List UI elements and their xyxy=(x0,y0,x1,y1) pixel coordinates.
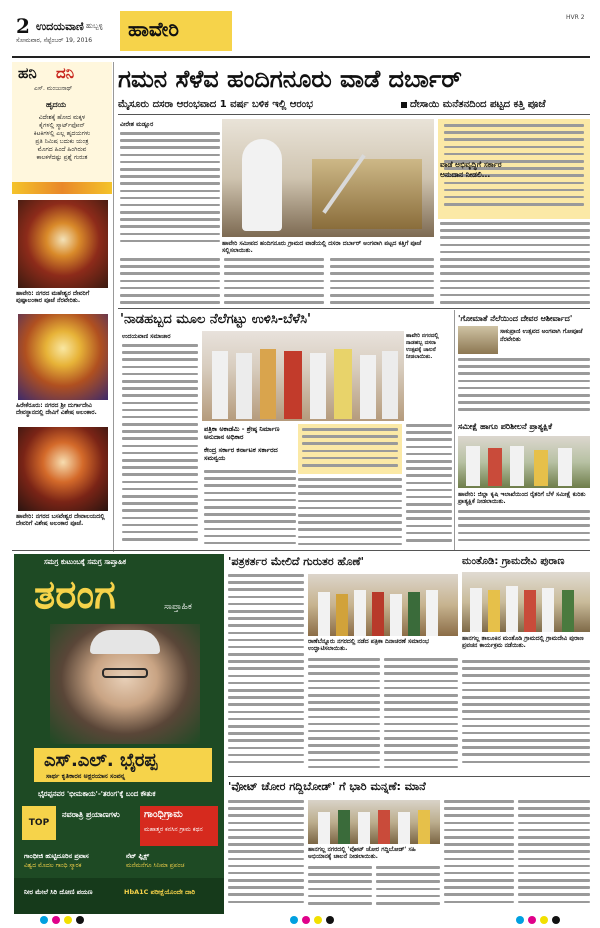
person xyxy=(466,446,480,486)
taranga-logo-sub: ಸಾಪ್ತಾಹಿಕ xyxy=(164,602,192,612)
person xyxy=(310,353,326,419)
priest-figure xyxy=(242,139,282,231)
person xyxy=(510,446,524,486)
story-four-photo xyxy=(462,572,590,632)
person xyxy=(354,590,366,636)
story-three-photo xyxy=(308,574,458,636)
person xyxy=(488,448,502,486)
reg-dot xyxy=(314,916,322,924)
person xyxy=(260,349,276,419)
hair xyxy=(90,630,160,654)
person xyxy=(372,592,384,636)
survey-photo xyxy=(458,436,590,488)
right-story-subtitle: ಸಾಕುಪ್ರಾಣಿ ಉತ್ಸವದ ಅಂಗವಾಗಿ ಗೋಪೂಜೆ ನೆರವೇರಿತು xyxy=(500,328,583,343)
inset-text xyxy=(302,428,398,472)
center-right-divider xyxy=(454,310,455,550)
deity-caption-2: ಹಿರೇಕೆರೂರು: ನಗರದ ಶ್ರೀ ದುರ್ಗಾದೇವಿ ದೇವಸ್ಥಾನದಲ್ಲಿ ದೇವಿಗೆ ವಿಶೇಷ ಅಲಂಕಾರ. xyxy=(16,402,97,416)
person xyxy=(408,592,420,636)
poem-line: ಮೊಗದ ಹಿಂದೆ ಹಿಂಗಿರುವ xyxy=(37,146,87,153)
lower-rule xyxy=(228,776,590,777)
cow-photo xyxy=(458,326,498,354)
person xyxy=(470,588,482,632)
taranga-tagline: ಸಮಗ್ರ ಕುಟುಂಬಕ್ಕೆ ಸಮಗ್ರ ಸಾಪ್ತಾಹಿಕ xyxy=(44,558,127,566)
person xyxy=(336,594,348,636)
person xyxy=(338,810,350,844)
reg-dot xyxy=(302,916,310,924)
issue-date: ಸೋಮವಾರ, ಸೆಪ್ಟೆಂಬರ್ 19, 2016 xyxy=(16,37,93,44)
person xyxy=(236,353,252,419)
masthead xyxy=(0,0,600,62)
person xyxy=(426,590,438,636)
callout-title: ವಾಡೆ ಅಭಿವೃದ್ಧಿಗೆ ಸರ್ಕಾರ ಅನುದಾನ ನೀಡಲಿ... xyxy=(440,160,502,179)
reg-dot xyxy=(64,916,72,924)
lead-body-col-3 xyxy=(224,258,324,308)
story-three-headline: 'ಪತ್ರಕರ್ತರ ಮೇಲಿದೆ ಗುರುತರ ಹೊಣೆ' xyxy=(228,555,364,568)
poem-line: ವಿದೇಶಕ್ಕೆ ಹೋದ ಮಕ್ಕಳ xyxy=(38,114,86,121)
lead-photo xyxy=(222,119,434,237)
story-two-headline: 'ನಾಡಹಬ್ಬದ ಮೂಲ ನೆಲೆಗಟ್ಟು ಉಳಿಸಿ-ಬೆಳೆಸಿ' xyxy=(120,312,311,327)
person xyxy=(534,450,548,486)
reg-dot xyxy=(52,916,60,924)
altar xyxy=(312,159,422,229)
story-two-bullet-b: ಕೇಂದ್ರ ಸರ್ಕಾರ ಕರ್ನಾಟಕ ಸರ್ಕಾರದ ಸಮನ್ವಯ xyxy=(204,446,278,462)
reg-dot xyxy=(528,916,536,924)
color-registration-strip xyxy=(40,916,560,924)
poem-line: ಕೈಗಳಲ್ಲಿ ಸ್ಮಾರ್ಟ್‌ಫೋನ್ xyxy=(39,122,85,129)
poem-line: ಕಿಟಕಿಗಳಲ್ಲಿ ಎಲ್ಲ ಹೃದಯಗಳು xyxy=(33,130,91,137)
section-title: ಹಾವೇರಿ xyxy=(128,17,179,41)
right-story-headline: 'ಗೋಮಾತೆ ನೆಲೆಯಿಂದ ದೇವರ ಆಶೀರ್ವಾದ' xyxy=(458,314,573,323)
story-two-body-4 xyxy=(406,424,452,550)
story-two-inset xyxy=(298,424,402,474)
taranga-logo: ತರಂಗ xyxy=(34,572,116,618)
person xyxy=(418,810,430,844)
story-three-body-2 xyxy=(308,658,380,774)
lead-body-col-4 xyxy=(330,258,434,308)
story-two-side-caption: ಹಾವೇರಿ ನಗರದಲ್ಲಿ ನಾಡಹಬ್ಬ ದಸರಾ ಉತ್ಸವಕ್ಕೆ ಚಾಲನೆ ನೀಡಲಾಯಿತು. xyxy=(406,333,439,360)
hani-dani-author: ಎಸ್. ಮಂಜುನಾಥ್ xyxy=(34,85,73,92)
flower-decoration xyxy=(12,182,112,194)
person xyxy=(398,812,410,844)
deity-photo-3 xyxy=(18,427,108,511)
gandhigrama-title: ಗಾಂಧಿಗ್ರಾಮ xyxy=(144,809,183,820)
story-five-body-1 xyxy=(228,800,304,912)
poem-line: ಪ್ರತಿ ನಿಮಿಷ ಬದುಕು ಯಂತ್ರ xyxy=(35,138,89,145)
taranga-ad[interactable] xyxy=(14,554,224,914)
story-four-caption: ಹಾನಗಲ್ಲ ತಾಲೂಕಿನ ಮಂತೊಡಿ ಗ್ರಾಮದಲ್ಲಿ ಗ್ರಾಮದೇವಿ ಪುರಾಣ ಪ್ರವಚನ ಕಾರ್ಯಕ್ರಮ ನಡೆಯಿತು. xyxy=(462,635,584,649)
lead-rule xyxy=(118,114,590,115)
reg-dot xyxy=(326,916,334,924)
lead-bottom-rule xyxy=(118,308,590,309)
story-four-body xyxy=(462,660,590,774)
story-two-byline: ಉದಯವಾಣಿ ಸಮಾಚಾರ xyxy=(122,333,171,340)
lead-body-col-2 xyxy=(120,258,220,308)
survey-caption: ಹಾವೇರಿ: ಜಿಲ್ಲಾ ಕೃಷಿ ಇಲಾಖೆಯಿಂದ ರೈತರಿಗೆ ಬೆಳೆ ಸಮೀಕ್ಷೆ ಕುರಿತು ಪ್ರಾತ್ಯಕ್ಷಿಕೆ ನೀಡಲಾಯಿತು. xyxy=(458,491,586,505)
story-four-headline: ಮಂತೊಡಿ: ಗ್ರಾಮದೇವಿ ಪುರಾಣ xyxy=(462,556,565,567)
person xyxy=(488,590,500,632)
story-two-body-3 xyxy=(298,478,402,550)
feature-line-e: ನೀರ ಮೇಲೆ ಸಿರಿ ದೋಣಿ ಪಯಣ xyxy=(24,888,93,896)
story-five-caption: ಹಾನಗಲ್ಲ ನಗರದಲ್ಲಿ 'ವೋಟ್ ಚೋರ ಗದ್ದಿಬೋಡ್' ಸಹಿ ಅಭಿಯಾನಕ್ಕೆ ಚಾಲನೆ ನೀಡಲಾಯಿತು. xyxy=(308,846,416,860)
poem-line: ಕಾಲಕಳೆದಷ್ಟು ಪ್ರಶ್ನೆ ಗುರುತ xyxy=(36,154,88,161)
reg-dot xyxy=(290,916,298,924)
lead-headline: ಗಮನ ಸೆಳೆವ ಹಂದಿಗನೂರು ವಾಡೆ ದರ್ಬಾರ್ xyxy=(118,65,462,93)
survey-headline: ಸಮೀಕ್ಷೆ ಹಾಗೂ ಪರಿಶೀಲನೆ ಪ್ರಾತ್ಯಕ್ಷಿಕೆ xyxy=(458,422,553,431)
survey-body xyxy=(458,510,590,550)
poem-title: ಹೃದಯ xyxy=(46,100,67,109)
person xyxy=(318,812,330,844)
person xyxy=(524,590,536,632)
person xyxy=(284,351,302,419)
left-column-divider xyxy=(113,62,114,552)
person xyxy=(318,592,330,636)
poem-lines xyxy=(16,114,108,178)
reg-dot xyxy=(40,916,48,924)
feature-line-b: ನವರಾತ್ರಿ ಪ್ರಯಾಣಗಳು xyxy=(62,810,120,819)
person xyxy=(506,586,518,632)
story-two-bullet-a: ಪತ್ರಿಕಾ ಅಕಾಡೆಮಿ - ಶ್ರೇಷ್ಠ ನಿರ್ಮಾಣ ಅನುದಾನ ಅಧಿಕಾರ xyxy=(204,425,280,441)
paper-suffix: ಹುಬ್ಬಳ್ಳಿ xyxy=(86,22,103,30)
story-five-headline: 'ವೋಟ್ ಚೋರ ಗದ್ದಿಬೋಡ್' ಗೆ ಭಾರಿ ಮನ್ನಣೆ: ಮಾನೆ xyxy=(228,780,426,793)
person xyxy=(360,355,376,419)
feature-line-f: HbA1C ಪರೀಕ್ಷೆಯೊಂದೇ ದಾರಿ xyxy=(124,888,196,896)
featured-name-sub: ಸಾರ್ಥ ಕೃತಿಕಾರನ ಅಕ್ಷರಯಾನ ಸಂಪನ್ನ xyxy=(46,772,126,780)
story-two-body-2 xyxy=(204,470,296,550)
story-three-body-1 xyxy=(228,574,304,774)
top-badge: TOP xyxy=(22,806,56,840)
person xyxy=(542,588,554,632)
reg-dot xyxy=(552,916,560,924)
story-five-photo xyxy=(308,800,440,844)
story-two-body-1 xyxy=(122,344,198,549)
feature-line-d2: ಮನೆಮನೆಗೂ ಸಿನಿಮಾ ಪ್ರಪಂಚ xyxy=(126,862,185,869)
hani-dani-title-2: ದನಿ xyxy=(56,64,75,82)
story-three-body-3 xyxy=(384,658,458,774)
person xyxy=(334,349,352,419)
deity-photo-2 xyxy=(18,314,108,400)
story-five-body-5 xyxy=(518,800,590,912)
hani-dani-title-1: ಹನಿ xyxy=(18,64,37,82)
reg-dot xyxy=(540,916,548,924)
masthead-rule xyxy=(12,56,590,58)
page-code: HVR 2 xyxy=(566,14,585,21)
glasses xyxy=(102,668,148,678)
person xyxy=(562,590,574,632)
person xyxy=(358,812,370,844)
reg-dot xyxy=(516,916,524,924)
page-number: 2 xyxy=(16,14,30,38)
portrait-photo xyxy=(50,624,200,744)
feature-line-c2: ವಿಶ್ವದ ಮೊದಲ ಗಾಂಧಿ ಸ್ಮಾರಕ xyxy=(24,862,82,869)
feature-line-c: ಗಾಂಧೀಜಿ ಹುಟ್ಟಿದೂರಿನ ಪ್ರವಾಸ xyxy=(24,852,89,860)
feature-line-d: ನೆಟ್ ಫ್ಲಿಕ್ಸ್ xyxy=(126,852,150,860)
gandhigrama-sub: ಮಹಾತ್ಮರ ಕನಸಿನ ಗ್ರಾಮ ಕಥನ xyxy=(144,826,203,833)
lead-photo-caption: ಹಾವೇರಿ ಸಮೀಪದ ಹಂದಿಗನೂರು ಗ್ರಾಮದ ವಾಡೆಯಲ್ಲಿ ದಸರಾ ದರ್ಬಾರ್ ಅಂಗವಾಗಿ ಪಟ್ಟದ ಕತ್ತಿಗೆ ಪೂಜೆ ಸಲ್ಲಿಸಲಾಯಿತು. xyxy=(222,240,422,254)
story-five-body-4 xyxy=(444,800,514,912)
lead-body-col-5 xyxy=(440,222,590,308)
deity-photo-1 xyxy=(18,200,108,288)
deity-caption-1: ಹಾವೇರಿ: ನಗರದ ಮಹೇಶ್ವರ ದೇವರಿಗೆ ಪುಷ್ಪಾಲಂಕಾರ ಪೂಜೆ ನೆರವೇರಿತು. xyxy=(16,290,90,304)
person xyxy=(558,448,572,486)
person xyxy=(382,351,398,419)
featured-name: ಎಸ್.ಎಲ್. ಭೈರಪ್ಪ xyxy=(44,750,158,771)
lead-byline: ವೀರೇಶ ಮಡ್ಲೂರ xyxy=(120,121,154,128)
story-five-body-2 xyxy=(308,866,372,912)
person xyxy=(378,810,390,844)
person xyxy=(212,351,228,419)
paper-name: ಉದಯವಾಣಿ xyxy=(36,20,84,33)
lead-subheadline-a: ಮೈಸೂರು ದಸರಾ ಆರಂಭವಾದ 1 ವರ್ಷ ಬಳಿಕ ಇಲ್ಲಿ ಆರಂಭ xyxy=(118,99,313,110)
story-five-body-3 xyxy=(376,866,440,912)
deity-caption-3: ಹಾವೇರಿ: ನಗರದ ಬಸವೇಶ್ವರ ದೇವಾಲಯದಲ್ಲಿ ದೇವರಿಗೆ ವಿಶೇಷ ಅಲಂಕಾರ ಪೂಜೆ. xyxy=(16,513,105,527)
lead-body-col-1 xyxy=(120,132,220,252)
story-two-photo xyxy=(202,331,404,421)
mid-rule xyxy=(12,550,590,551)
right-story-body xyxy=(458,358,590,418)
reg-dot xyxy=(76,916,84,924)
story-three-caption: ರಾಣೆಬೆನ್ನೂರು ನಗರದಲ್ಲಿ ನಡೆದ ಪತ್ರಿಕಾ ದಿನಾಚರಣೆ ಸಮಾರಂಭ ಉದ್ಘಾಟಿಸಲಾಯಿತು. xyxy=(308,638,429,652)
bullet-square xyxy=(401,102,407,108)
feature-line-a: ಭೈರಪ್ಪನವರ 'ಭೀಮಕಾಯ'-'ತರಂಗ'ಕ್ಕೆ ಬಂದ ಕೌತುಕ xyxy=(38,790,156,798)
lead-subheadline-b: ದೇಸಾಯಿ ಮನೆತನದಿಂದ ಪಟ್ಟದ ಕತ್ತಿ ಪೂಜೆ xyxy=(410,99,546,110)
person xyxy=(390,594,402,636)
